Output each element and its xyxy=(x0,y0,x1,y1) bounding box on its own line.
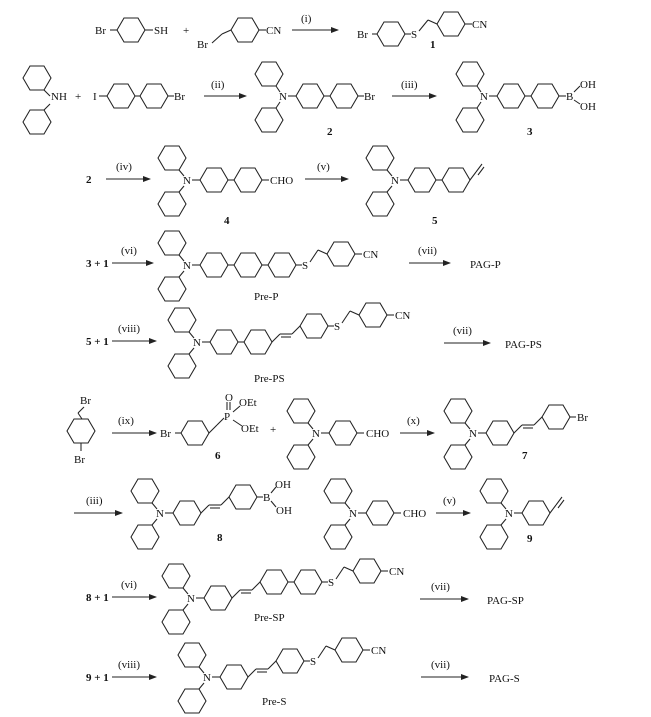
condition-iii: (iii) xyxy=(401,79,418,91)
row-8 xyxy=(86,559,524,634)
atom-oet: OEt xyxy=(241,423,259,435)
condition-viii: (viii) xyxy=(118,659,140,671)
condition-i: (i) xyxy=(301,13,312,25)
atom-cho: CHO xyxy=(366,428,390,440)
atom-cn: CN xyxy=(266,25,282,37)
atom-br: Br xyxy=(160,428,171,440)
condition-vii: (vii) xyxy=(453,325,472,337)
condition-v: (v) xyxy=(443,495,456,507)
atom-cho: CHO xyxy=(270,175,294,187)
condition-vii: (vii) xyxy=(418,245,437,257)
compound-pre-sp-label: Pre-SP xyxy=(254,612,285,624)
condition-v: (v) xyxy=(317,161,330,173)
reactant-3-1: 3 + 1 xyxy=(86,258,109,270)
atom-p: P xyxy=(224,411,231,423)
atom-oh: OH xyxy=(276,505,292,517)
atom-b: B xyxy=(263,492,271,504)
atom-br: Br xyxy=(197,39,208,51)
compound-5-label: 5 xyxy=(432,215,438,227)
row-1 xyxy=(95,12,487,51)
atom-cn: CN xyxy=(472,19,488,31)
condition-vi: (vi) xyxy=(121,245,137,257)
condition-viii: (viii) xyxy=(118,323,140,335)
atom-n: N xyxy=(505,508,513,520)
atom-sh: SH xyxy=(154,25,169,37)
atom-br: Br xyxy=(95,25,106,37)
atom-s: S xyxy=(334,321,341,333)
atom-cn: CN xyxy=(395,310,411,322)
compound-3-label: 3 xyxy=(527,126,533,138)
atom-s: S xyxy=(411,29,418,41)
atom-br: Br xyxy=(74,454,85,466)
atom-n: N xyxy=(156,508,164,520)
atom-oh: OH xyxy=(580,101,596,113)
atom-n: N xyxy=(480,91,488,103)
product-pag-ps: PAG-PS xyxy=(505,339,542,351)
compound-6-label: 6 xyxy=(215,450,221,462)
atom-br: Br xyxy=(577,412,588,424)
atom-s: S xyxy=(310,656,317,668)
product-pag-s: PAG-S xyxy=(489,673,520,685)
row-4 xyxy=(86,231,501,303)
atom-oet: OEt xyxy=(239,397,257,409)
compound-2-label: 2 xyxy=(327,126,333,138)
row-5 xyxy=(86,303,542,385)
condition-vi: (vi) xyxy=(121,579,137,591)
condition-ix: (ix) xyxy=(118,415,134,427)
compound-8-label: 8 xyxy=(217,532,223,544)
atom-br: Br xyxy=(364,91,375,103)
atom-n: N xyxy=(183,175,191,187)
atom-oh: OH xyxy=(580,79,596,91)
reactant-2: 2 xyxy=(86,174,92,186)
atom-cho: CHO xyxy=(403,508,427,520)
condition-iii: (iii) xyxy=(86,495,103,507)
reactant-9-1: 9 + 1 xyxy=(86,672,109,684)
atom-s: S xyxy=(328,577,335,589)
atom-n: N xyxy=(279,91,287,103)
atom-n: N xyxy=(187,593,195,605)
product-pag-sp: PAG-SP xyxy=(487,595,524,607)
atom-cn: CN xyxy=(371,645,387,657)
atom-s: S xyxy=(302,260,309,272)
plus-sign: + xyxy=(75,91,82,103)
atom-o: O xyxy=(225,392,233,404)
atom-i: I xyxy=(93,91,97,103)
reactant-5-1: 5 + 1 xyxy=(86,336,109,348)
compound-4-label: 4 xyxy=(224,215,230,227)
row-9 xyxy=(86,638,520,713)
row-7 xyxy=(74,479,564,549)
atom-b: B xyxy=(566,91,574,103)
atom-oh: OH xyxy=(275,479,291,491)
atom-br: Br xyxy=(80,395,91,407)
atom-br: Br xyxy=(357,29,368,41)
condition-vii: (vii) xyxy=(431,581,450,593)
atom-br: Br xyxy=(174,91,185,103)
condition-ii: (ii) xyxy=(211,79,225,91)
atom-n: N xyxy=(391,175,399,187)
condition-iv: (iv) xyxy=(116,161,132,173)
product-pag-p: PAG-P xyxy=(470,259,501,271)
plus-sign: + xyxy=(183,25,190,37)
compound-7-label: 7 xyxy=(522,450,528,462)
atom-n: N xyxy=(193,337,201,349)
plus-sign: + xyxy=(270,424,277,436)
compound-9-label: 9 xyxy=(527,533,533,545)
compound-pre-s-label: Pre-S xyxy=(262,696,287,708)
condition-x: (x) xyxy=(407,415,420,427)
atom-cn: CN xyxy=(389,566,405,578)
atom-n: N xyxy=(312,428,320,440)
atom-n: N xyxy=(203,672,211,684)
compound-pre-ps-label: Pre-PS xyxy=(254,373,285,385)
compound-1-label: 1 xyxy=(430,39,436,51)
atom-n: N xyxy=(469,428,477,440)
reactant-8-1: 8 + 1 xyxy=(86,592,109,604)
atom-n: N xyxy=(349,508,357,520)
atom-nh: NH xyxy=(51,91,67,103)
atom-cn: CN xyxy=(363,249,379,261)
row-2 xyxy=(23,62,596,138)
atom-n: N xyxy=(183,260,191,272)
row-6 xyxy=(67,392,588,469)
condition-vii: (vii) xyxy=(431,659,450,671)
row-3 xyxy=(86,146,484,227)
compound-pre-p-label: Pre-P xyxy=(254,291,279,303)
